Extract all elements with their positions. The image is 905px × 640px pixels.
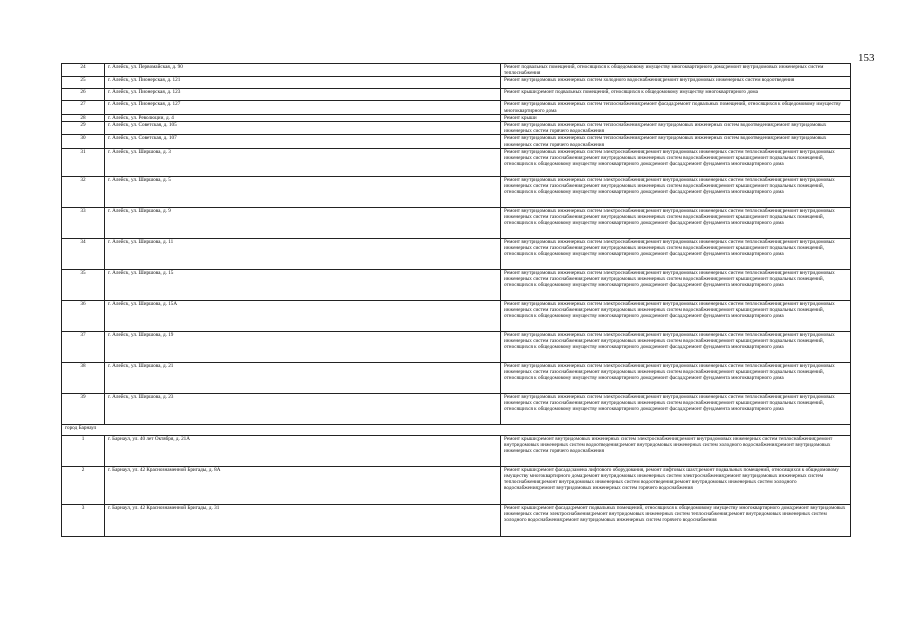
row-works: Ремонт внутридомовых инженерных систем теплоснабжения;ремонт внутридомовых инженерных систем водоотведения;ремонт внутридомовых инженерных систем горячего водоснабжения xyxy=(501,135,851,148)
row-address: г. Алейск, ул. Пионерская, д. 127 xyxy=(105,101,501,114)
row-number: 34 xyxy=(62,238,105,269)
row-works: Ремонт внутридомовых инженерных систем электроснабжения;ремонт внутридомовых инженерных систем теплоснабжения;ремонт внутридомовых инженерных систем газоснабжения;ремонт внутридомовых инженерных систем водоснабжения;ремонт крыши;ремонт подвальных помещений, относящихся к общедомовому имуществу многоквартирного дома;ремонт фасада;ремонт фундамента многоквартирного дома xyxy=(501,148,851,176)
row-works: Ремонт крыши;ремонт фасада;ремонт подвальных помещений, относящихся к общедомовому имуществу многоквартирного дома;ремонт внутридомовых инженерных систем электроснабжения;ремонт внутридомовых инженерных систем теплоснабжения;ремонт внутридомовых инженерных систем холодного водоснабжения;ремонт внутридомовых инженерных систем горячего водоснабжения xyxy=(501,504,851,536)
row-address: г. Алейск, ул. Ширшова, д. 19 xyxy=(105,331,501,362)
row-number: 3 xyxy=(62,504,105,536)
row-works: Ремонт внутридомовых инженерных систем теплоснабжения;ремонт внутридомовых инженерных систем водоотведения;ремонт внутридомовых инженерных систем горячего водоснабжения xyxy=(501,122,851,135)
table-row xyxy=(62,77,851,89)
table-row xyxy=(62,101,851,114)
row-number: 1 xyxy=(62,435,105,466)
row-address: г. Алейск, ул. Ширшова, д. 15 xyxy=(105,269,501,300)
table-body-aleysk xyxy=(62,64,851,425)
row-works: Ремонт внутридомовых инженерных систем электроснабжения;ремонт внутридомовых инженерных систем теплоснабжения;ремонт внутридомовых инженерных систем газоснабжения;ремонт внутридомовых инженерных систем водоснабжения;ремонт крыши;ремонт подвальных помещений, относящихся к общедомовому имуществу многоквартирного дома;ремонт фасада;ремонт фундамента многоквартирного дома xyxy=(501,207,851,238)
table-body-barnaul xyxy=(62,435,851,536)
row-address: г. Алейск, ул. Ширшова, д. 9 xyxy=(105,207,501,238)
row-number: 31 xyxy=(62,148,105,176)
row-number: 38 xyxy=(62,362,105,393)
table-row xyxy=(62,435,851,466)
row-works: Ремонт внутридомовых инженерных систем электроснабжения;ремонт внутридомовых инженерных систем теплоснабжения;ремонт внутридомовых инженерных систем газоснабжения;ремонт внутридомовых инженерных систем водоснабжения;ремонт крыши;ремонт подвальных помещений, относящихся к общедомовому имуществу многоквартирного дома;ремонт фасада;ремонт фундамента многоквартирного дома xyxy=(501,393,851,424)
row-works: Ремонт внутридомовых инженерных систем электроснабжения;ремонт внутридомовых инженерных систем теплоснабжения;ремонт внутридомовых инженерных систем газоснабжения;ремонт внутридомовых инженерных систем водоснабжения;ремонт крыши;ремонт подвальных помещений, относящихся к общедомовому имуществу многоквартирного дома;ремонт фасада;ремонт фундамента многоквартирного дома xyxy=(501,331,851,362)
row-number: 2 xyxy=(62,466,105,504)
row-address: г. Алейск, ул. Ширшова, д. 5 xyxy=(105,176,501,207)
table-row xyxy=(62,466,851,504)
row-address: г. Барнаул, ул. 42 Краснознаменной Бригады, д. 31 xyxy=(105,504,501,536)
row-number: 27 xyxy=(62,101,105,114)
row-works: Ремонт крыши;ремонт подвальных помещений, относящихся к общедомовому имуществу многоквартирного дома xyxy=(501,89,851,101)
row-address: г. Алейск, ул. Ширшова, д. 3 xyxy=(105,148,501,176)
row-works: Ремонт крыши;ремонт фасада;замена лифтового оборудования, ремонт лифтовых шахт;ремонт подвальных помещений, относящихся к общедомовому имуществу многоквартирного дома;ремонт внутридомовых инженерных систем электроснабжения;ремонт внутридомовых инженерных систем теплоснабжения;ремонт внутридомовых инженерных систем водоотведения;ремонт внутридомовых инженерных систем холодного водоснабжения;ремонт внутридомовых инженерных систем горячего водоснабжения xyxy=(501,466,851,504)
section-title: город Барнаул xyxy=(62,424,851,435)
row-works: Ремонт подвальных помещений, относящихся к общедомовому имуществу многоквартирного дома;ремонт внутридомовых инженерных систем теплоснабжения xyxy=(501,64,851,77)
row-works: Ремонт внутридомовых инженерных систем электроснабжения;ремонт внутридомовых инженерных систем теплоснабжения;ремонт внутридомовых инженерных систем газоснабжения;ремонт внутридомовых инженерных систем водоснабжения;ремонт крыши;ремонт подвальных помещений, относящихся к общедомовому имуществу многоквартирного дома;ремонт фасада;ремонт фундамента многоквартирного дома xyxy=(501,362,851,393)
row-number: 37 xyxy=(62,331,105,362)
table-row xyxy=(62,89,851,101)
table-row xyxy=(62,393,851,424)
row-number: 33 xyxy=(62,207,105,238)
table-row xyxy=(62,269,851,300)
page-number: 153 xyxy=(858,52,875,64)
row-number: 32 xyxy=(62,176,105,207)
row-number: 29 xyxy=(62,122,105,135)
section-row xyxy=(62,424,851,435)
row-number: 35 xyxy=(62,269,105,300)
table-row xyxy=(62,238,851,269)
row-works: Ремонт внутридомовых инженерных систем холодного водоснабжения;ремонт внутридомовых инженерных систем водоотведения xyxy=(501,77,851,89)
row-works: Ремонт внутридомовых инженерных систем электроснабжения;ремонт внутридомовых инженерных систем теплоснабжения;ремонт внутридомовых инженерных систем газоснабжения;ремонт внутридомовых инженерных систем водоснабжения;ремонт крыши;ремонт подвальных помещений, относящихся к общедомовому имуществу многоквартирного дома;ремонт фасада;ремонт фундамента многоквартирного дома xyxy=(501,300,851,331)
repair-register-table xyxy=(61,63,851,537)
row-number: 30 xyxy=(62,135,105,148)
table-row xyxy=(62,300,851,331)
row-address: г. Алейск, ул. Первомайская, д. 90 xyxy=(105,64,501,77)
table-row xyxy=(62,148,851,176)
table-section xyxy=(62,424,851,435)
table-row xyxy=(62,207,851,238)
row-works: Ремонт внутридомовых инженерных систем электроснабжения;ремонт внутридомовых инженерных систем теплоснабжения;ремонт внутридомовых инженерных систем газоснабжения;ремонт внутридомовых инженерных систем водоснабжения;ремонт крыши;ремонт подвальных помещений, относящихся к общедомовому имуществу многоквартирного дома;ремонт фасада;ремонт фундамента многоквартирного дома xyxy=(501,238,851,269)
row-number: 36 xyxy=(62,300,105,331)
row-address: г. Алейск, ул. Ширшова, д. 23 xyxy=(105,393,501,424)
table-row xyxy=(62,176,851,207)
table-row xyxy=(62,504,851,536)
row-address: г. Алейск, ул. Ширшова, д. 15А xyxy=(105,300,501,331)
row-number: 24 xyxy=(62,64,105,77)
row-address: г. Алейск, ул. Ширшова, д. 11 xyxy=(105,238,501,269)
row-address: г. Барнаул, ул. 42 Краснознаменной Бригады, д. 8А xyxy=(105,466,501,504)
row-works: Ремонт крыши xyxy=(501,114,851,121)
row-address: г. Алейск, ул. Революции, д. 4 xyxy=(105,114,501,121)
row-number: 26 xyxy=(62,89,105,101)
row-works: Ремонт внутридомовых инженерных систем электроснабжения;ремонт внутридомовых инженерных систем теплоснабжения;ремонт внутридомовых инженерных систем газоснабжения;ремонт внутридомовых инженерных систем водоснабжения;ремонт крыши;ремонт подвальных помещений, относящихся к общедомовому имуществу многоквартирного дома;ремонт фасада;ремонт фундамента многоквартирного дома xyxy=(501,176,851,207)
table-row xyxy=(62,362,851,393)
row-address: г. Алейск, ул. Ширшова, д. 21 xyxy=(105,362,501,393)
row-number: 25 xyxy=(62,77,105,89)
row-address: г. Алейск, ул. Пионерская, д. 121 xyxy=(105,77,501,89)
table-row xyxy=(62,114,851,121)
row-works: Ремонт внутридомовых инженерных систем теплоснабжения;ремонт фасада;ремонт подвальных помещений, относящихся к общедомовому имуществу многоквартирного дома xyxy=(501,101,851,114)
row-address: г. Алейск, ул. Советская, д. 107 xyxy=(105,135,501,148)
row-works: Ремонт внутридомовых инженерных систем электроснабжения;ремонт внутридомовых инженерных систем теплоснабжения;ремонт внутридомовых инженерных систем газоснабжения;ремонт внутридомовых инженерных систем водоснабжения;ремонт крыши;ремонт подвальных помещений, относящихся к общедомовому имуществу многоквартирного дома;ремонт фасада;ремонт фундамента многоквартирного дома xyxy=(501,269,851,300)
row-address: г. Алейск, ул. Советская, д. 105 xyxy=(105,122,501,135)
row-works: Ремонт крыши;ремонт внутридомовых инженерных систем электроснабжения;ремонт внутридомовых инженерных систем теплоснабжения;ремонт внутридомовых инженерных систем водоотведения;ремонт внутридомовых инженерных систем холодного водоснабжения;ремонт внутридомовых инженерных систем горячего водоснабжения xyxy=(501,435,851,466)
table-row xyxy=(62,122,851,135)
table-row xyxy=(62,135,851,148)
row-address: г. Алейск, ул. Пионерская, д. 123 xyxy=(105,89,501,101)
row-number: 39 xyxy=(62,393,105,424)
row-address: г. Барнаул, ул. 40 лет Октября, д. 21А xyxy=(105,435,501,466)
table-row xyxy=(62,64,851,77)
row-number: 28 xyxy=(62,114,105,121)
table-row xyxy=(62,331,851,362)
